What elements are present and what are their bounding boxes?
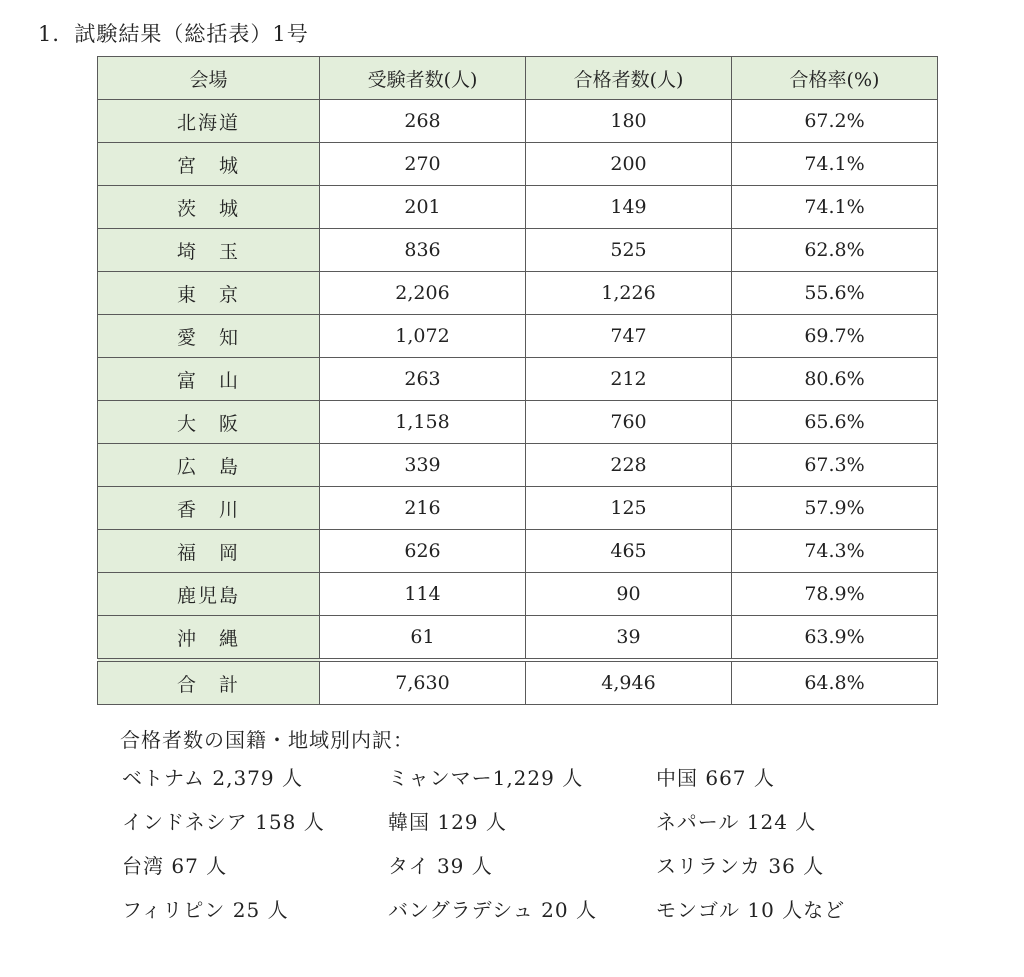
nationality-item: フィリピン 25 人 [122,898,289,922]
venue-cell: 鹿児島 [98,573,320,616]
section-heading: 1．試験結果（総括表）1号 [38,22,309,46]
examinees-cell: 836 [320,229,526,272]
examinees-cell: 263 [320,358,526,401]
passers-cell: 200 [526,143,732,186]
header-venue: 会場 [98,57,320,100]
nationality-item: モンゴル 10 人など [656,898,846,922]
passers-cell: 149 [526,186,732,229]
nationality-item: 台湾 67 人 [122,854,228,878]
examinees-cell: 61 [320,616,526,661]
pass-rate-cell: 67.2% [732,100,938,143]
passers-cell: 39 [526,616,732,661]
table-row [98,315,938,358]
results-table [97,56,938,705]
pass-rate-cell: 57.9% [732,487,938,530]
table-row [98,487,938,530]
venue-cell: 茨 城 [98,186,320,229]
total-pass-rate-cell: 64.8% [732,660,938,705]
examinees-cell: 339 [320,444,526,487]
nationality-breakdown-title: 合格者数の国籍・地域別内訳： [120,728,414,752]
venue-cell: 沖 縄 [98,616,320,661]
table-row [98,444,938,487]
nationality-item: インドネシア 158 人 [122,810,325,834]
venue-cell: 宮 城 [98,143,320,186]
pass-rate-cell: 74.3% [732,530,938,573]
passers-cell: 525 [526,229,732,272]
nationality-item: ミャンマー1,229 人 [388,766,584,790]
nationality-item: ベトナム 2,379 人 [122,766,303,790]
passers-cell: 747 [526,315,732,358]
venue-cell: 愛 知 [98,315,320,358]
table-row [98,530,938,573]
examinees-cell: 2,206 [320,272,526,315]
table-row [98,616,938,661]
nationality-item: バングラデシュ 20 人 [388,898,597,922]
table-row [98,100,938,143]
passers-cell: 125 [526,487,732,530]
table-header-row [98,57,938,100]
passers-cell: 90 [526,573,732,616]
table-row [98,186,938,229]
examinees-cell: 1,072 [320,315,526,358]
venue-cell: 広 島 [98,444,320,487]
venue-cell: 北海道 [98,100,320,143]
nationality-item: 中国 667 人 [656,766,775,790]
venue-cell: 香 川 [98,487,320,530]
pass-rate-cell: 74.1% [732,186,938,229]
venue-cell: 福 岡 [98,530,320,573]
examinees-cell: 626 [320,530,526,573]
header-passers: 合格者数(人) [526,57,732,100]
pass-rate-cell: 69.7% [732,315,938,358]
total-examinees-cell: 7,630 [320,660,526,705]
pass-rate-cell: 55.6% [732,272,938,315]
examinees-cell: 201 [320,186,526,229]
pass-rate-cell: 62.8% [732,229,938,272]
nationality-item: ネパール 124 人 [656,810,817,834]
venue-cell: 大 阪 [98,401,320,444]
nationality-breakdown-list [122,762,942,932]
total-row [98,660,938,705]
passers-cell: 760 [526,401,732,444]
passers-cell: 228 [526,444,732,487]
pass-rate-cell: 63.9% [732,616,938,661]
nationality-item: 韓国 129 人 [388,810,507,834]
header-examinees: 受験者数(人) [320,57,526,100]
table-row [98,401,938,444]
table-row [98,573,938,616]
nationality-item: スリランカ 36 人 [656,854,825,878]
venue-cell: 富 山 [98,358,320,401]
header-pass-rate: 合格率(%) [732,57,938,100]
total-label-cell: 合 計 [98,660,320,705]
pass-rate-cell: 65.6% [732,401,938,444]
table-row [98,358,938,401]
examinees-cell: 216 [320,487,526,530]
pass-rate-cell: 78.9% [732,573,938,616]
venue-cell: 東 京 [98,272,320,315]
venue-cell: 埼 玉 [98,229,320,272]
examinees-cell: 268 [320,100,526,143]
examinees-cell: 1,158 [320,401,526,444]
passers-cell: 465 [526,530,732,573]
table-row [98,229,938,272]
total-passers-cell: 4,946 [526,660,732,705]
examinees-cell: 270 [320,143,526,186]
table-row [98,143,938,186]
passers-cell: 180 [526,100,732,143]
pass-rate-cell: 80.6% [732,358,938,401]
examinees-cell: 114 [320,573,526,616]
pass-rate-cell: 67.3% [732,444,938,487]
pass-rate-cell: 74.1% [732,143,938,186]
nationality-item: タイ 39 人 [388,854,493,878]
passers-cell: 1,226 [526,272,732,315]
table-row [98,272,938,315]
passers-cell: 212 [526,358,732,401]
